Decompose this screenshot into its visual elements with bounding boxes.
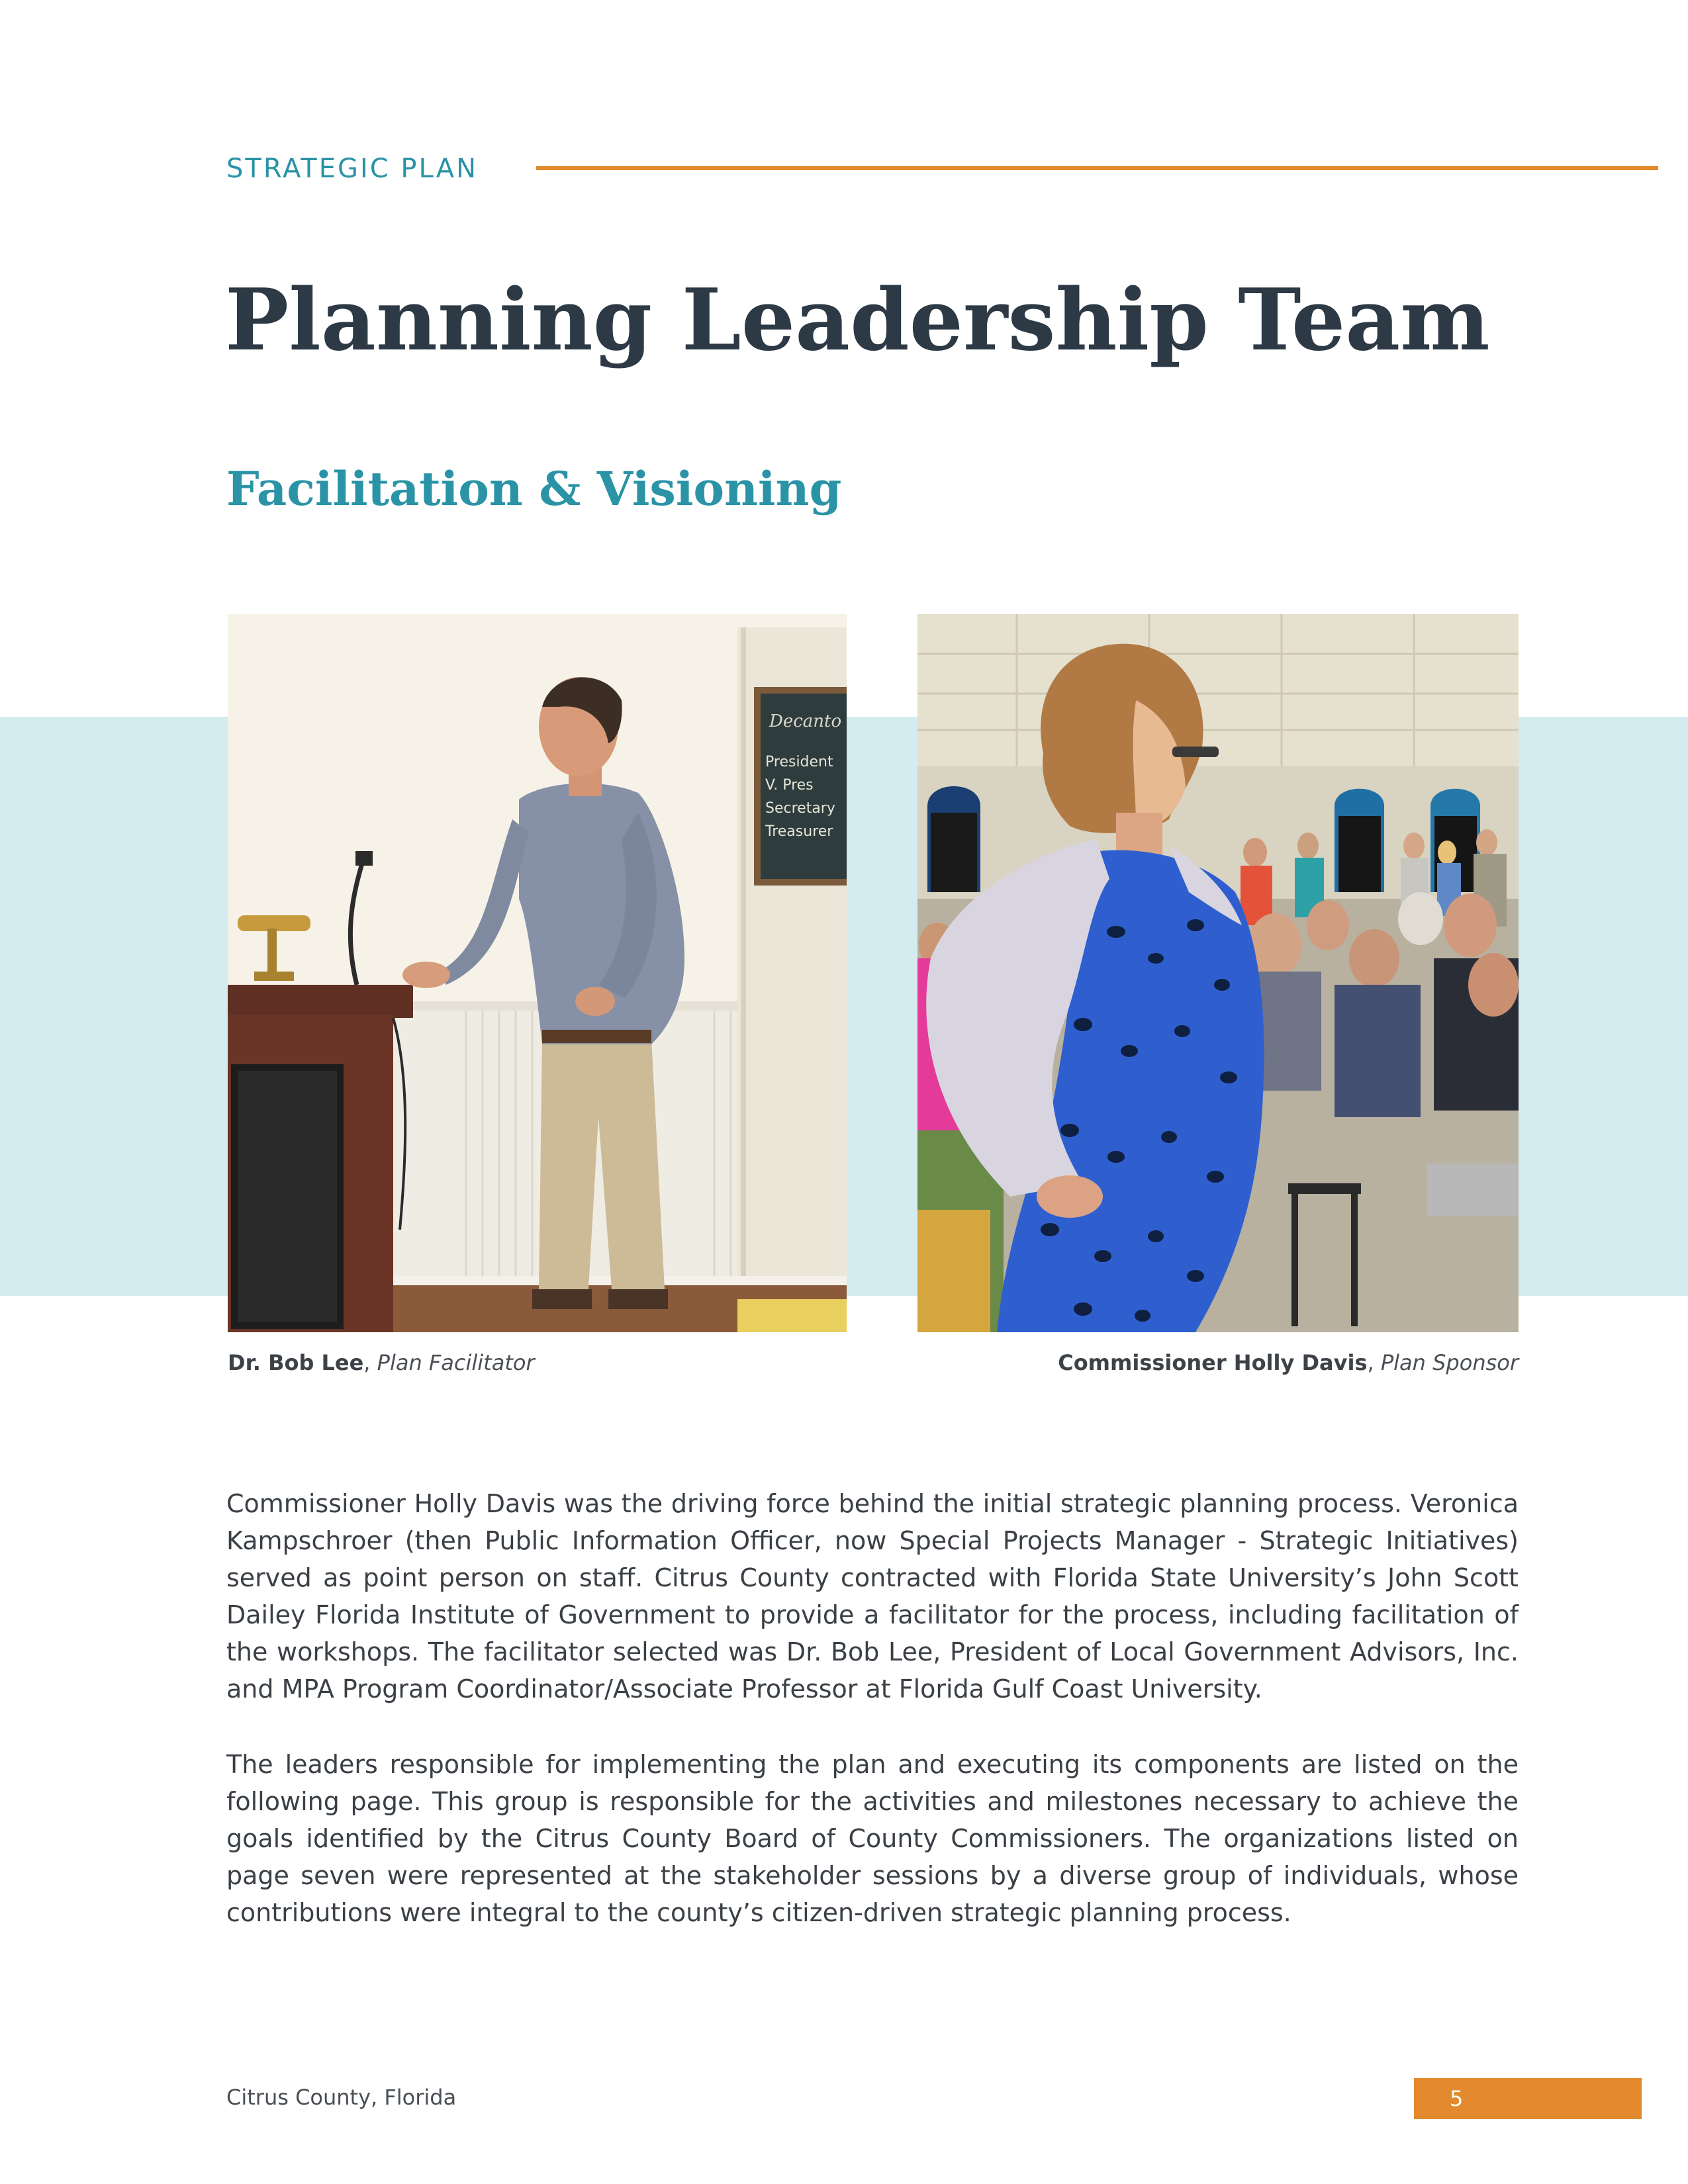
caption-name: Dr. Bob Lee [228, 1350, 364, 1375]
caption-role: Plan Facilitator [377, 1350, 535, 1375]
caption-role: Plan Sponsor [1380, 1350, 1519, 1375]
chalkboard-text-2: President [765, 754, 833, 770]
body-paragraph-2: The leaders responsible for implementing the plan and executing its components are listed on the following page. This group is responsible for the activities and milestones necessary to achieve the goals identified by the Citrus County Board of County Commissioners. The organizations listed on page seven were represented at the stakeholder sessions by a diverse group of individuals, whose contributions were integral to the county’s citizen-driven strategic planning process. [226, 1750, 1519, 1927]
caption-name: Commissioner Holly Davis [1058, 1350, 1368, 1375]
photo-bob-lee [228, 614, 847, 1332]
caption-holly-davis: Commissioner Holly Davis, Plan Sponsor [1058, 1350, 1519, 1375]
body-paragraph-1: Commissioner Holly Davis was the driving force behind the initial strategic planning process. Veronica Kampschroer (then Public Information Officer, now Special Projects Manager - Strategic Initiatives) served as point person on staff. Citrus County contracted with Florida State University’s John Scott Dailey Florida Institute of Government to provide a facilitator for the process, including facilitation of the workshops. The facilitator selected was Dr. Bob Lee, President of Local Government Advisors, Inc. and MPA Program Coordinator/Associate Professor at Florida Gulf Coast University. [226, 1489, 1519, 1704]
section-label: STRATEGIC PLAN [226, 154, 479, 184]
page-number: 5 [1414, 2078, 1642, 2119]
chalkboard-text-5: Treasurer [765, 823, 833, 840]
chalkboard-text-4: Secretary [765, 800, 835, 817]
photo-holly-davis [917, 614, 1519, 1332]
section-title: Facilitation & Visioning [226, 461, 842, 516]
header-divider [536, 166, 1658, 170]
footer-location: Citrus County, Florida [226, 2085, 457, 2110]
page-title: Planning Leadership Team [225, 271, 1490, 370]
chalkboard-text-3: V. Pres [765, 777, 814, 794]
chalkboard-text-1: Decanto [769, 711, 842, 731]
caption-bob-lee: Dr. Bob Lee, Plan Facilitator [228, 1350, 535, 1375]
